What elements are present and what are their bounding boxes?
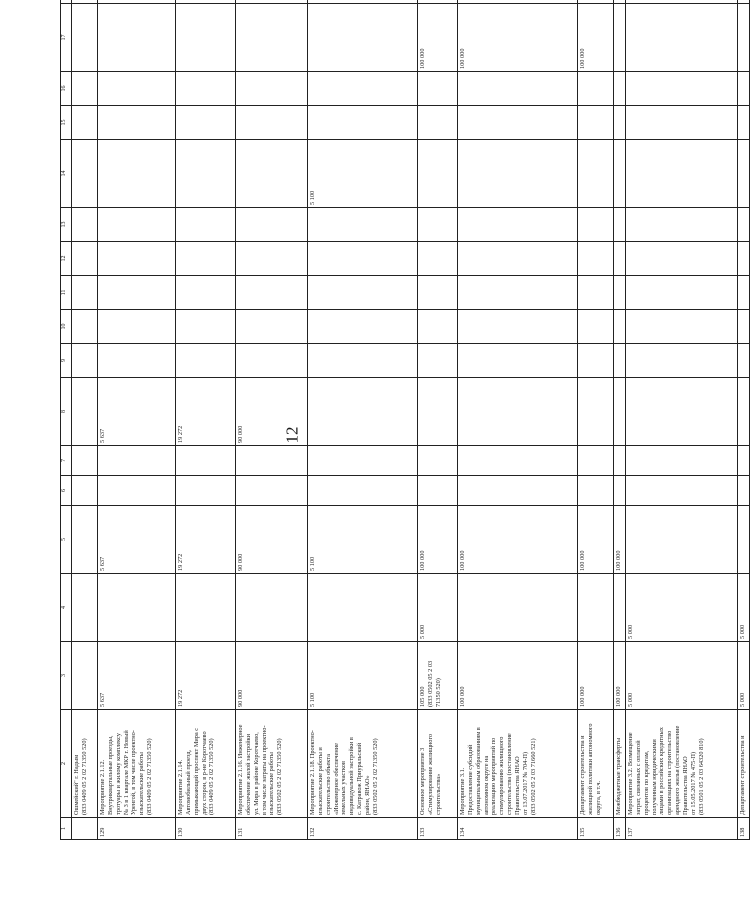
value-cell	[738, 476, 750, 506]
row-number-cell: 136	[614, 818, 626, 840]
value-cell	[72, 4, 98, 72]
value-cell	[626, 106, 738, 140]
value-cell	[626, 506, 738, 574]
value-cell	[176, 476, 236, 506]
column-header: 1	[61, 818, 72, 840]
value-cell	[176, 310, 236, 344]
value-cell	[738, 72, 750, 106]
table-row	[98, 0, 176, 840]
column-header: 5	[61, 506, 72, 574]
value-cell	[738, 140, 750, 208]
value-cell	[578, 310, 614, 344]
value-cell	[98, 344, 176, 378]
value-cell	[418, 242, 458, 276]
value-cell	[236, 476, 308, 506]
value-cell: 5 000	[418, 574, 458, 642]
value-cell	[738, 310, 750, 344]
value-cell	[458, 446, 578, 476]
value-cell	[418, 446, 458, 476]
value-cell	[176, 72, 236, 106]
value-cell	[458, 72, 578, 106]
value-cell: 5 000	[738, 642, 750, 710]
value-cell	[614, 378, 626, 446]
value-cell	[614, 476, 626, 506]
value-cell	[458, 242, 578, 276]
value-cell	[458, 310, 578, 344]
value-cell: 5 637	[98, 506, 176, 574]
value-cell	[738, 344, 750, 378]
value-cell	[98, 0, 176, 4]
value-cell	[626, 446, 738, 476]
row-name-cell: Департамент строительства и	[738, 710, 750, 818]
value-cell: 100 000	[578, 642, 614, 710]
value-cell: 100 000	[614, 506, 626, 574]
table-row	[578, 0, 614, 840]
value-cell	[176, 4, 236, 72]
value-cell	[626, 344, 738, 378]
value-cell	[578, 344, 614, 378]
value-cell: 5 000	[626, 642, 738, 710]
value-cell	[98, 574, 176, 642]
value-cell: 19 272	[176, 506, 236, 574]
value-cell	[98, 106, 176, 140]
value-cell	[578, 0, 614, 4]
value-cell: 100 000	[578, 506, 614, 574]
value-cell	[614, 208, 626, 242]
value-cell	[738, 446, 750, 476]
value-cell	[626, 140, 738, 208]
value-cell	[236, 310, 308, 344]
value-cell: 5 637	[98, 642, 176, 710]
value-cell	[418, 378, 458, 446]
value-cell	[72, 642, 98, 710]
value-cell	[458, 378, 578, 446]
value-cell	[578, 446, 614, 476]
value-cell	[614, 0, 626, 4]
value-cell	[72, 0, 98, 4]
value-cell	[308, 242, 418, 276]
value-cell	[308, 574, 418, 642]
row-name-cell: Мероприятие 3.2. Возмещение затрат, связанных с оплатой процентов по кредитам, полученным юридическими лицами в российских кредитных организациях на строительство арендного жилья (постановление Правительства ЯНАО от 15.05.2017 № 475-П) (833 0501 05 2 03 64320 810)	[626, 710, 738, 818]
value-cell	[308, 72, 418, 106]
table-row	[458, 0, 578, 840]
value-cell: 5 000	[626, 574, 738, 642]
column-header: 9	[61, 344, 72, 378]
value-cell	[578, 574, 614, 642]
value-cell	[614, 344, 626, 378]
value-cell	[458, 140, 578, 208]
table-row	[614, 0, 626, 840]
value-cell	[738, 4, 750, 72]
value-cell	[458, 476, 578, 506]
value-cell: 5 637	[98, 378, 176, 446]
row-name-cell: Межбюджетные трансферты	[614, 710, 626, 818]
value-cell	[308, 0, 418, 4]
value-cell: 5 100	[308, 642, 418, 710]
value-cell	[418, 344, 458, 378]
value-cell	[98, 242, 176, 276]
value-cell	[738, 0, 750, 4]
value-cell	[72, 344, 98, 378]
value-cell	[72, 378, 98, 446]
value-cell: 100 000	[458, 4, 578, 72]
value-cell	[98, 446, 176, 476]
table-row	[236, 0, 308, 840]
column-header	[61, 0, 72, 4]
value-cell: 100 000	[418, 506, 458, 574]
row-name-cell: Мероприятие 2.1.16. Инженерное обеспечение жилой застройки ул. Мира в районе Коротчаево, в том числе затраты на проектно- изыскательские работы (833 0502 05 2 02 71350 520)	[236, 710, 308, 818]
column-header: 14	[61, 140, 72, 208]
value-cell	[308, 476, 418, 506]
value-cell	[578, 242, 614, 276]
value-cell	[72, 506, 98, 574]
value-cell	[98, 310, 176, 344]
value-cell	[738, 276, 750, 310]
value-cell	[458, 574, 578, 642]
row-number-cell: 129	[98, 818, 176, 840]
value-cell	[738, 106, 750, 140]
column-header: 3	[61, 642, 72, 710]
value-cell	[236, 276, 308, 310]
value-cell: 5 100	[308, 140, 418, 208]
value-cell	[308, 378, 418, 446]
table-row	[176, 0, 236, 840]
value-cell: 5 000	[738, 574, 750, 642]
value-cell	[176, 574, 236, 642]
value-cell	[176, 242, 236, 276]
value-cell	[418, 276, 458, 310]
value-cell	[98, 276, 176, 310]
column-header: 7	[61, 446, 72, 476]
value-cell	[72, 106, 98, 140]
value-cell	[308, 310, 418, 344]
value-cell	[458, 106, 578, 140]
value-cell	[176, 276, 236, 310]
row-name-cell: Основное мероприятие 3 «Стимулирование жилищного строительства»	[418, 710, 458, 818]
value-cell	[738, 378, 750, 446]
value-cell	[614, 242, 626, 276]
row-number-cell: 131	[236, 818, 308, 840]
value-cell	[738, 208, 750, 242]
value-cell: 100 000	[578, 4, 614, 72]
value-cell	[308, 208, 418, 242]
column-header: 16	[61, 72, 72, 106]
value-cell	[72, 72, 98, 106]
value-cell	[626, 276, 738, 310]
value-cell: 90 000	[236, 378, 308, 446]
value-cell	[418, 476, 458, 506]
table-row	[626, 0, 738, 840]
value-cell: 90 000	[236, 506, 308, 574]
value-cell	[578, 208, 614, 242]
value-cell	[236, 4, 308, 72]
value-cell	[458, 0, 578, 4]
value-cell	[626, 242, 738, 276]
value-cell	[614, 574, 626, 642]
value-cell	[626, 208, 738, 242]
value-cell	[578, 72, 614, 106]
value-cell	[308, 344, 418, 378]
column-header: 13	[61, 208, 72, 242]
value-cell	[614, 106, 626, 140]
value-cell	[418, 310, 458, 344]
value-cell	[176, 344, 236, 378]
value-cell	[236, 106, 308, 140]
value-cell	[308, 276, 418, 310]
value-cell	[98, 72, 176, 106]
table-row	[738, 0, 750, 840]
value-cell	[72, 208, 98, 242]
value-cell	[626, 72, 738, 106]
table-row	[308, 0, 418, 840]
value-cell	[72, 140, 98, 208]
value-cell	[738, 506, 750, 574]
value-cell: 105 000 (833 0502 05 2 03 71350 520)	[418, 642, 458, 710]
value-cell	[614, 4, 626, 72]
column-header: 4	[61, 574, 72, 642]
value-cell	[236, 0, 308, 4]
value-cell	[98, 140, 176, 208]
value-cell	[72, 446, 98, 476]
value-cell	[308, 446, 418, 476]
value-cell	[418, 140, 458, 208]
value-cell: 100 000	[614, 642, 626, 710]
table-row	[418, 0, 458, 840]
value-cell	[176, 208, 236, 242]
value-cell	[72, 242, 98, 276]
value-cell	[418, 72, 458, 106]
value-cell	[626, 4, 738, 72]
row-name-cell: Мероприятие 2.1.18. Проектно- изыскательские работы и строительство объекта «Инженерное обеспечение земельных участков индивидуальной застройки в с. Катравож Приуральский район, ЯНАО» (833 0502 05 2 02 71350 520)	[308, 710, 418, 818]
column-header: 17	[61, 4, 72, 72]
value-cell	[236, 72, 308, 106]
row-number-cell: 132	[308, 818, 418, 840]
value-cell	[98, 208, 176, 242]
value-cell: 100 000	[458, 506, 578, 574]
row-number-cell: 130	[176, 818, 236, 840]
value-cell	[578, 106, 614, 140]
value-cell	[458, 208, 578, 242]
row-name-cell: Ошмейский" г. Надым (833 0409 05 2 02 71350 520)	[72, 710, 98, 818]
value-cell	[236, 208, 308, 242]
header-row	[61, 0, 72, 840]
value-cell	[236, 242, 308, 276]
value-cell	[418, 0, 458, 4]
value-cell	[614, 72, 626, 106]
page-number: 12	[282, 426, 302, 444]
value-cell	[236, 574, 308, 642]
value-cell	[72, 276, 98, 310]
value-cell	[308, 4, 418, 72]
row-number-cell: 138	[738, 818, 750, 840]
value-cell	[626, 0, 738, 4]
value-cell	[418, 106, 458, 140]
value-cell	[626, 378, 738, 446]
value-cell	[614, 310, 626, 344]
value-cell	[236, 140, 308, 208]
value-cell	[176, 106, 236, 140]
value-cell	[614, 276, 626, 310]
value-cell: 100 000	[458, 642, 578, 710]
value-cell	[578, 140, 614, 208]
value-cell	[236, 446, 308, 476]
column-header: 10	[61, 310, 72, 344]
value-cell: 19 272	[176, 642, 236, 710]
budget-table	[60, 0, 750, 840]
column-header: 12	[61, 242, 72, 276]
value-cell	[578, 476, 614, 506]
value-cell	[418, 208, 458, 242]
value-cell	[176, 446, 236, 476]
value-cell	[578, 276, 614, 310]
value-cell	[458, 344, 578, 378]
value-cell	[98, 476, 176, 506]
value-cell	[308, 106, 418, 140]
column-header: 6	[61, 476, 72, 506]
value-cell	[176, 140, 236, 208]
column-header: 8	[61, 378, 72, 446]
value-cell	[458, 276, 578, 310]
value-cell	[98, 4, 176, 72]
value-cell	[614, 446, 626, 476]
row-name-cell: Мероприятие 3.1. Предоставление субсидий муниципальным образованиям в автономном округе на реализацию мероприятий по стимулированию жилищного строительства (постановление Правительства ЯНАО от 13.07.2017 № 704-П) (833 0502 05 2 03 71660 521)	[458, 710, 578, 818]
value-cell	[614, 140, 626, 208]
row-name-cell: Мероприятие 2.1.14. Автомобильный проезд, примыкающий проспект Мира с двух сторон, в р-не Коротчаево (833 0409 05 2 02 71350 520)	[176, 710, 236, 818]
value-cell	[578, 378, 614, 446]
value-cell	[72, 574, 98, 642]
value-cell: 19 272	[176, 378, 236, 446]
row-number-cell: 133	[418, 818, 458, 840]
column-header: 15	[61, 106, 72, 140]
value-cell	[72, 310, 98, 344]
value-cell	[626, 310, 738, 344]
value-cell	[72, 476, 98, 506]
row-number-cell: 134	[458, 818, 578, 840]
value-cell: 90 000	[236, 642, 308, 710]
column-header: 11	[61, 276, 72, 310]
value-cell: 100 000	[418, 4, 458, 72]
column-header: 2	[61, 710, 72, 818]
row-name-cell: Мероприятие 2.1.12. Внутриквартальные проезды, тротуары и жилому комплексу № 3 в 1 квартале МКР г. Новый Уренгой, в том числе проектно- изыскательские работы (833 0409 05 2 02 71350 520)	[98, 710, 176, 818]
value-cell	[176, 0, 236, 4]
value-cell: 5 100	[308, 506, 418, 574]
value-cell	[626, 476, 738, 506]
row-number-cell: 137	[626, 818, 738, 840]
row-number-cell	[72, 818, 98, 840]
row-name-cell: Департамент строительства и жилищной политики автономного округа, в т.ч.	[578, 710, 614, 818]
table-row	[72, 0, 98, 840]
value-cell	[738, 242, 750, 276]
rotated-table-wrapper	[60, 30, 746, 840]
row-number-cell: 135	[578, 818, 614, 840]
value-cell	[236, 344, 308, 378]
